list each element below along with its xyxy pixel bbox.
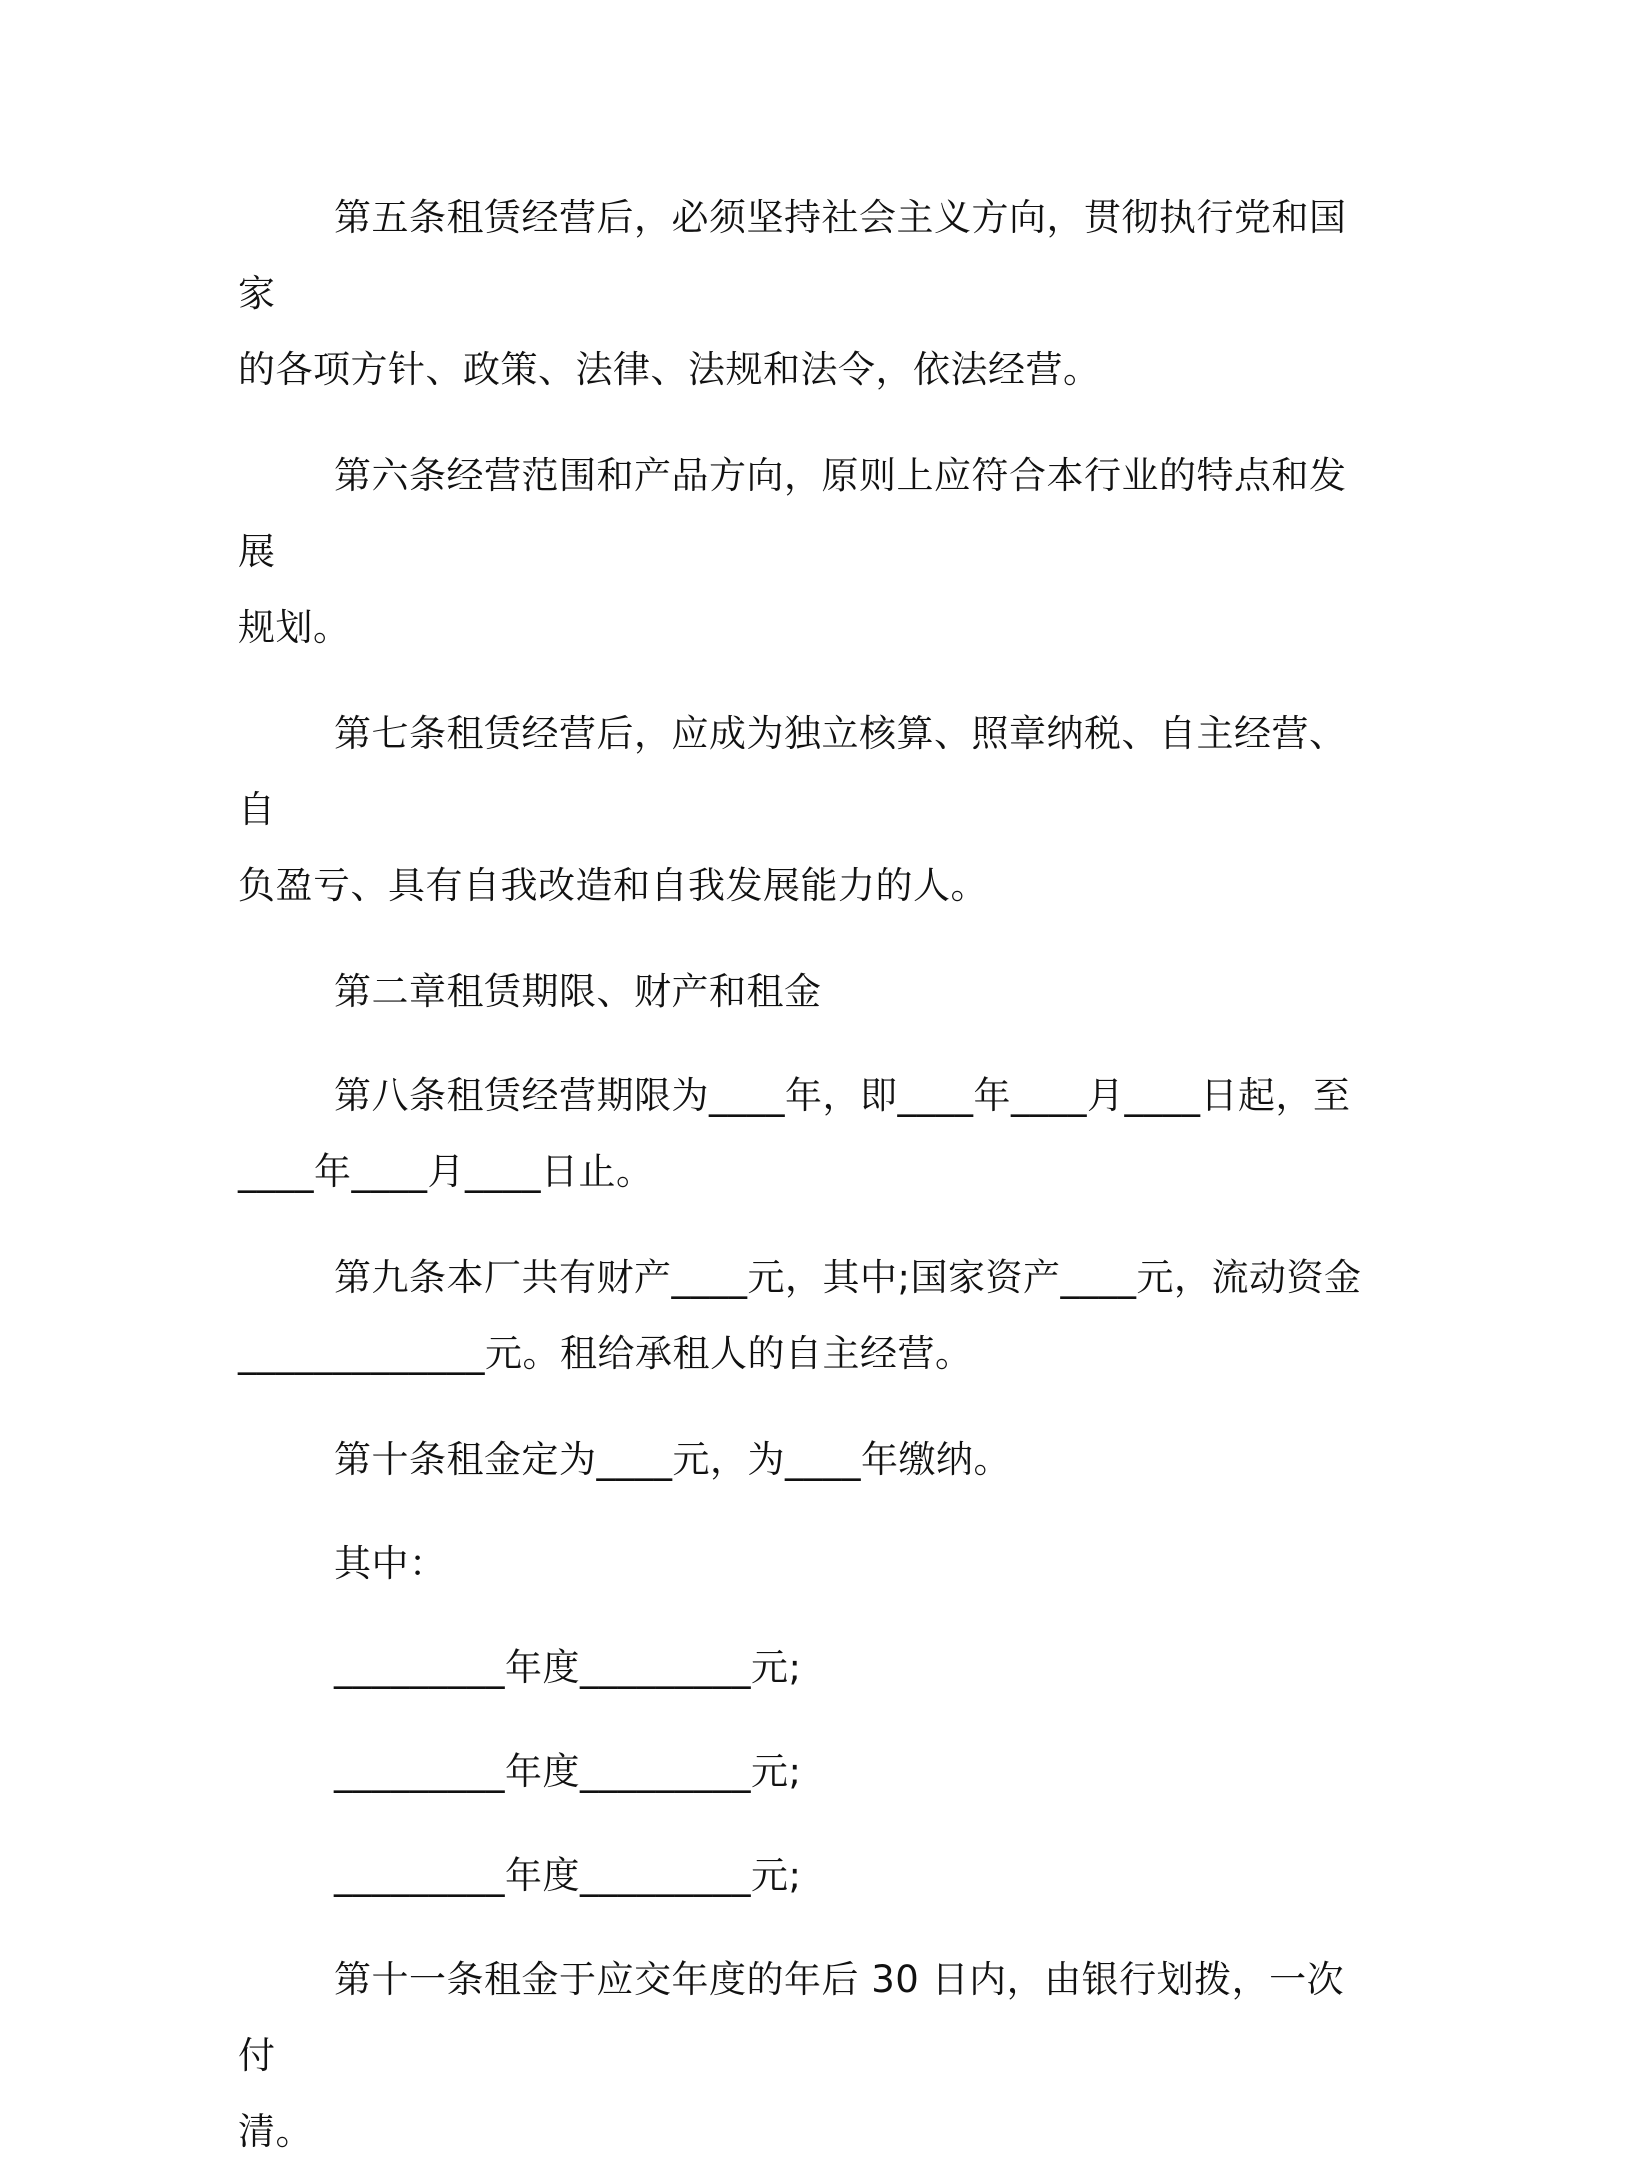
rent-year-row-3 — [238, 1838, 1378, 1914]
rent-year-row-2-text: _________年度_________元; — [334, 1750, 802, 1793]
rent-year-row-3-text: _________年度_________元; — [334, 1854, 802, 1897]
article-11 — [238, 1942, 1378, 2170]
article-6-line-1: 第六条经营范围和产品方向，原则上应符合本行业的特点和发展 — [238, 454, 1347, 573]
article-11-line-2: 清。 — [238, 2110, 313, 2153]
article-6 — [238, 438, 1378, 666]
chapter-2-heading-text: 第二章租赁期限、财产和租金 — [334, 970, 822, 1013]
article-9-line-1: 第九条本厂共有财产____元，其中;国家资产____元，流动资金 — [334, 1256, 1362, 1299]
among-which-text: 其中： — [334, 1542, 447, 1585]
article-11-line-1: 第十一条租金于应交年度的年后 30 日内，由银行划拨，一次付 — [238, 1958, 1345, 2077]
article-7-line-2: 负盈亏、具有自我改造和自我发展能力的人。 — [238, 864, 988, 907]
article-5-line-1: 第五条租赁经营后，必须坚持社会主义方向，贯彻执行党和国家 — [238, 196, 1347, 315]
rent-year-row-2 — [238, 1734, 1378, 1810]
article-10 — [238, 1422, 1378, 1498]
article-8-line-2: ____年____月____日止。 — [238, 1150, 654, 1193]
article-9 — [238, 1240, 1378, 1392]
article-7 — [238, 696, 1378, 924]
article-8-line-1: 第八条租赁经营期限为____年，即____年____月____日起，至 — [334, 1074, 1351, 1117]
article-7-line-1: 第七条租赁经营后，应成为独立核算、照章纳税、自主经营、自 — [238, 712, 1347, 831]
rent-year-row-1-text: _________年度_________元; — [334, 1646, 802, 1689]
article-9-line-2: _____________元。租给承租人的自主经营。 — [238, 1332, 973, 1375]
article-6-line-2: 规划。 — [238, 606, 351, 649]
article-5 — [238, 180, 1378, 408]
document-page — [238, 180, 1378, 2170]
among-which — [238, 1526, 1378, 1602]
article-10-line-1: 第十条租金定为____元，为____年缴纳。 — [334, 1438, 1011, 1481]
article-8 — [238, 1058, 1378, 1210]
rent-year-row-1 — [238, 1630, 1378, 1706]
chapter-2-heading — [238, 954, 1378, 1030]
article-5-line-2: 的各项方针、政策、法律、法规和法令，依法经营。 — [238, 348, 1101, 391]
